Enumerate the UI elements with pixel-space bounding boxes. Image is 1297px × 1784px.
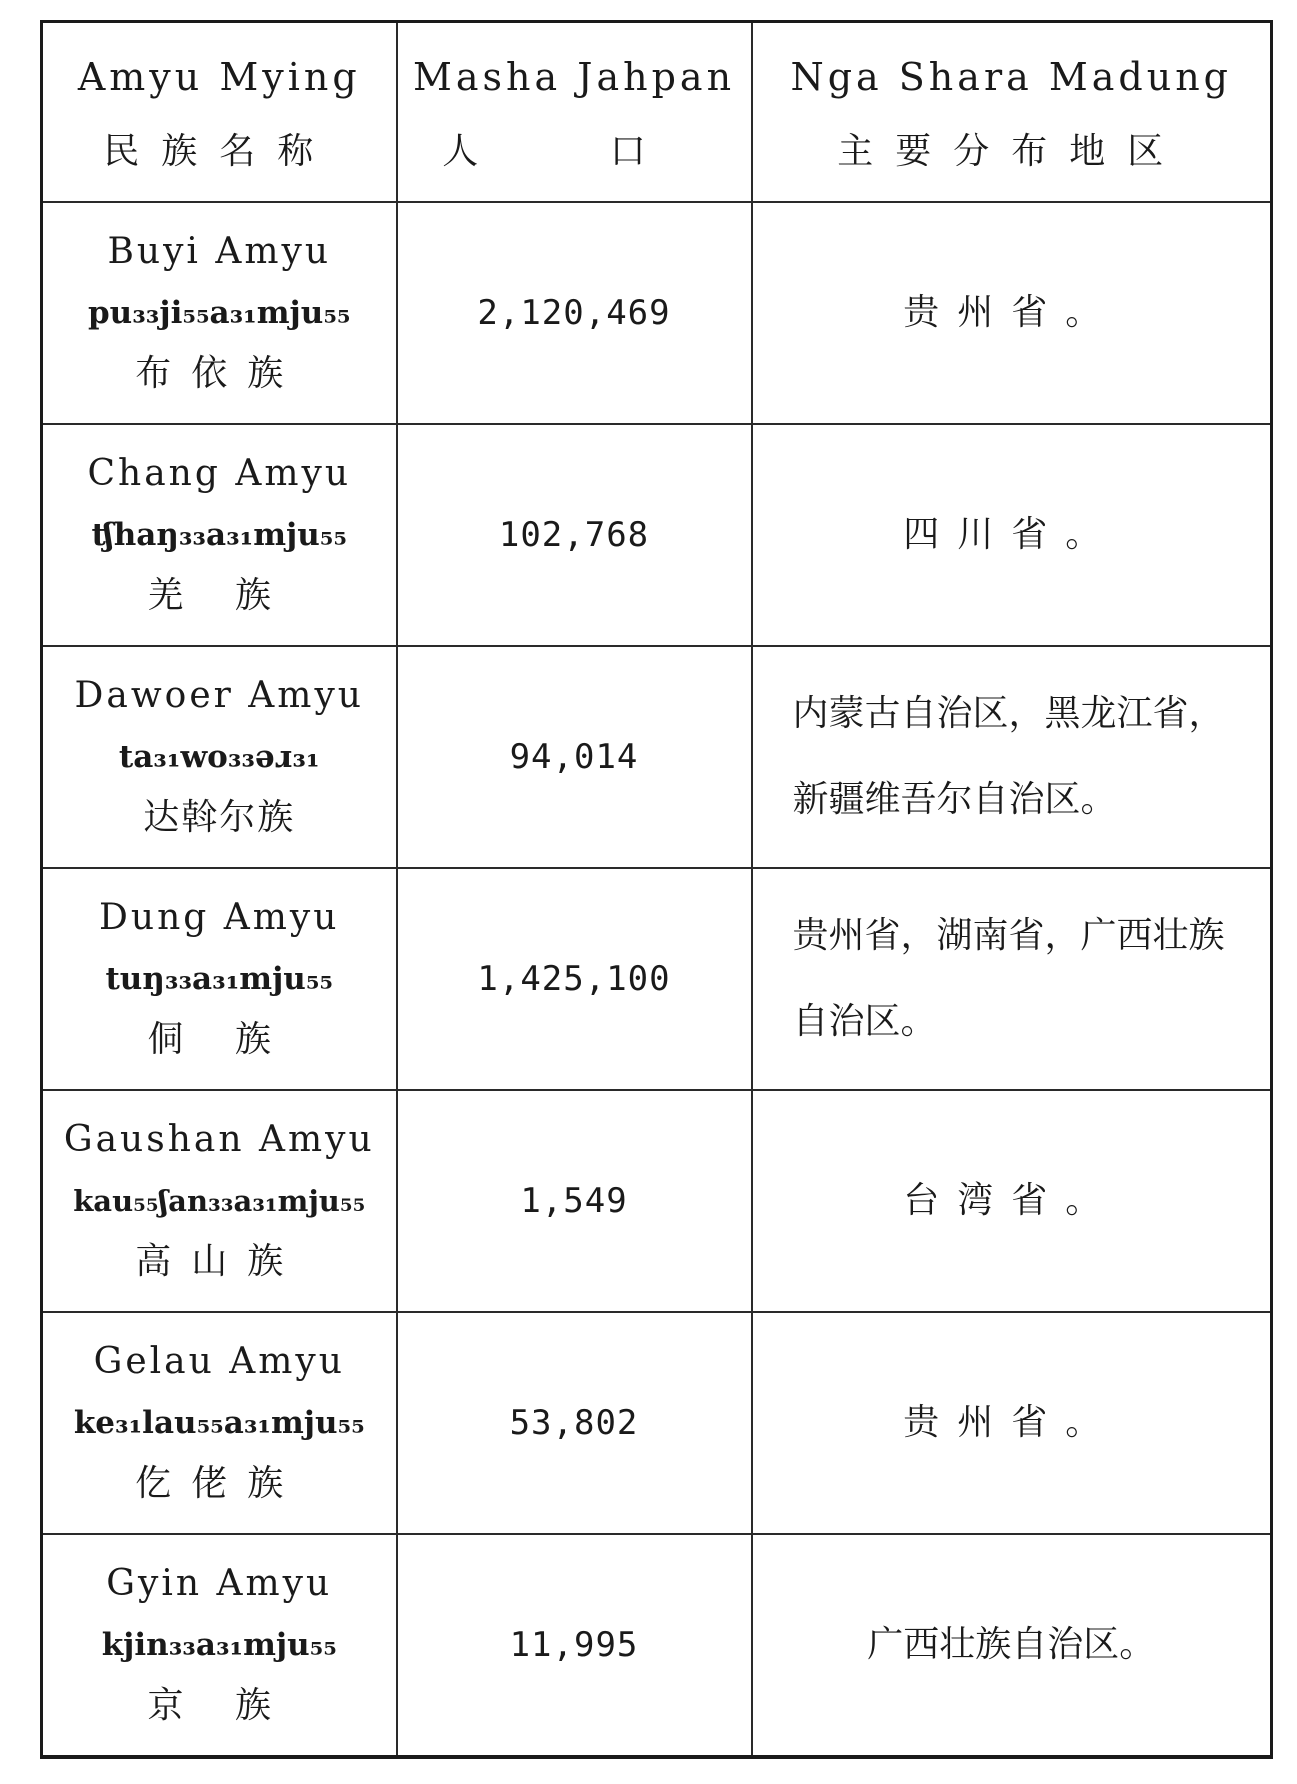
table-row bbox=[42, 1090, 1272, 1312]
region-cell: 内蒙古自治区，黑龙江省，新疆维吾尔自治区。 bbox=[752, 646, 1272, 868]
population-cell: 102,768 bbox=[397, 424, 752, 646]
table-row bbox=[42, 424, 1272, 646]
population-cell: 53,802 bbox=[397, 1312, 752, 1534]
name-en: Gyin Amyu bbox=[106, 1563, 333, 1604]
population-cell: 2,120,469 bbox=[397, 202, 752, 424]
name-cell bbox=[42, 646, 397, 868]
table-body bbox=[42, 202, 1272, 1757]
name-cell bbox=[42, 1090, 397, 1312]
name-zh: 达斡尔族 bbox=[143, 797, 296, 838]
name-ipa: tuŋ₃₃a₃₁mju₅₅ bbox=[105, 961, 333, 997]
name-zh: 侗 族 bbox=[147, 1019, 291, 1060]
name-zh: 京 族 bbox=[147, 1685, 291, 1726]
region-cell: 贵州省。 bbox=[752, 202, 1272, 424]
name-zh: 羌 族 bbox=[147, 575, 291, 616]
name-en: Dawoer Amyu bbox=[74, 675, 364, 716]
name-cell bbox=[42, 868, 397, 1090]
region-cell: 广西壮族自治区。 bbox=[752, 1534, 1272, 1757]
name-zh: 仡佬族 bbox=[135, 1463, 304, 1504]
region-cell: 贵州省，湖南省，广西壮族自治区。 bbox=[752, 868, 1272, 1090]
header-population bbox=[397, 22, 752, 203]
header-region bbox=[752, 22, 1272, 203]
population-cell: 1,549 bbox=[397, 1090, 752, 1312]
name-ipa: ta₃₁wo₃₃əɹ₃₁ bbox=[118, 739, 320, 775]
name-en: Gaushan Amyu bbox=[63, 1119, 375, 1160]
header-region-en: Nga Shara Madung bbox=[790, 55, 1233, 99]
header-region-zh: 主要分布地区 bbox=[837, 131, 1186, 172]
population-cell: 11,995 bbox=[397, 1534, 752, 1757]
name-cell bbox=[42, 1312, 397, 1534]
ethnic-groups-table bbox=[40, 20, 1273, 1759]
header-row bbox=[42, 22, 1272, 203]
name-en: Buyi Amyu bbox=[107, 231, 332, 272]
table-row bbox=[42, 1312, 1272, 1534]
region-cell: 台湾省。 bbox=[752, 1090, 1272, 1312]
name-zh: 高山族 bbox=[135, 1241, 304, 1282]
header-name-zh: 民族名称 bbox=[103, 131, 336, 172]
name-cell bbox=[42, 424, 397, 646]
name-en: Gelau Amyu bbox=[93, 1341, 345, 1382]
name-cell bbox=[42, 202, 397, 424]
name-cell bbox=[42, 1534, 397, 1757]
header-population-zh: 人 口 bbox=[442, 131, 706, 172]
name-ipa: kau₅₅ʃan₃₃a₃₁mju₅₅ bbox=[73, 1184, 366, 1218]
table-row bbox=[42, 868, 1272, 1090]
header-population-en: Masha Jahpan bbox=[412, 55, 736, 99]
name-ipa: ʧhaŋ₃₃a₃₁mju₅₅ bbox=[91, 517, 347, 553]
population-cell: 94,014 bbox=[397, 646, 752, 868]
table-header bbox=[42, 22, 1272, 203]
name-ipa: pu₃₃ji₅₅a₃₁mju₅₅ bbox=[88, 295, 351, 331]
region-cell: 贵州省。 bbox=[752, 1312, 1272, 1534]
name-ipa: ke₃₁lau₅₅a₃₁mju₅₅ bbox=[73, 1405, 365, 1441]
population-cell: 1,425,100 bbox=[397, 868, 752, 1090]
table-row bbox=[42, 646, 1272, 868]
name-en: Dung Amyu bbox=[99, 897, 340, 938]
header-name bbox=[42, 22, 397, 203]
name-ipa: kjin₃₃a₃₁mju₅₅ bbox=[101, 1627, 337, 1663]
table-row bbox=[42, 202, 1272, 424]
table-row bbox=[42, 1534, 1272, 1757]
ethnic-groups-table-wrapper bbox=[40, 20, 1270, 1759]
region-cell: 四川省。 bbox=[752, 424, 1272, 646]
header-name-en: Amyu Mying bbox=[77, 55, 361, 99]
name-en: Chang Amyu bbox=[87, 453, 352, 494]
name-zh: 布依族 bbox=[135, 353, 304, 394]
